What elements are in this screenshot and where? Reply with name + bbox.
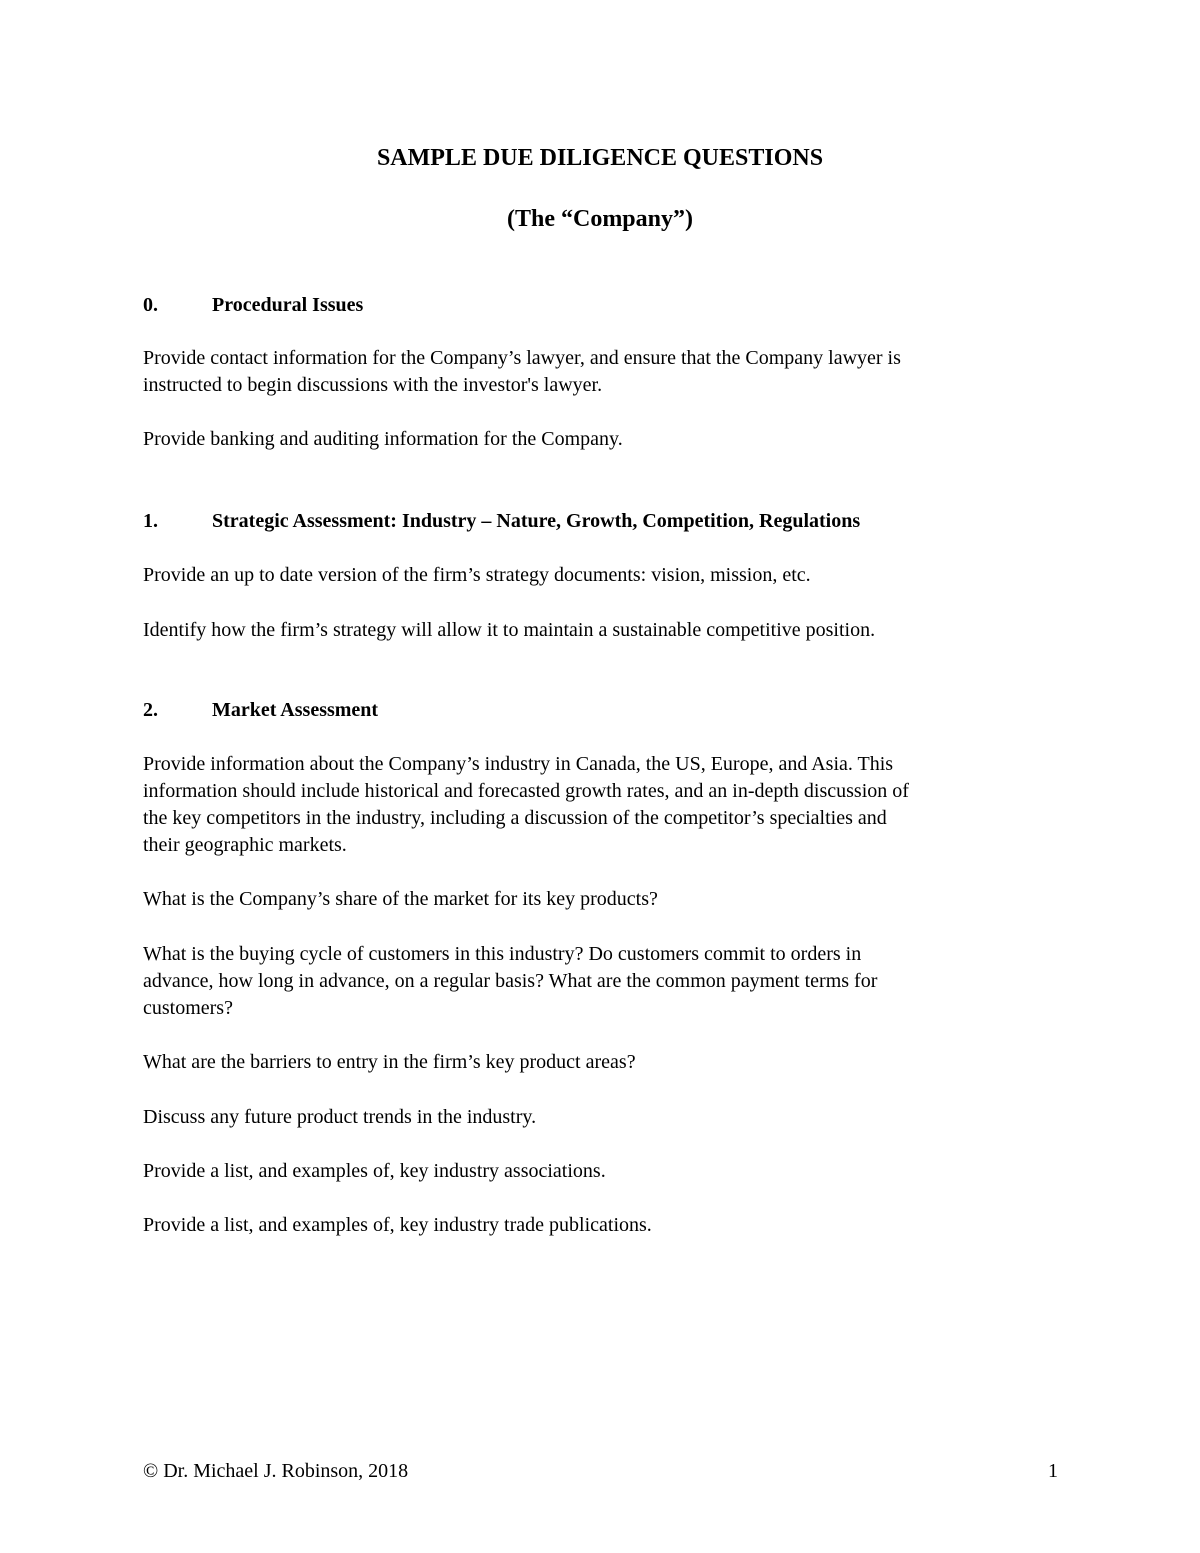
paragraph-line: Provide a list, and examples of, key industry trade publications.	[143, 1214, 652, 1236]
paragraph-line: Provide a list, and examples of, key industry associations.	[143, 1160, 606, 1182]
paragraph-line: information should include historical and forecasted growth rates, and an in-depth discussion of	[143, 780, 909, 802]
section-0-heading: Procedural Issues	[212, 294, 364, 316]
document-title: SAMPLE DUE DILIGENCE QUESTIONS	[376, 145, 824, 171]
document-subtitle: (The “Company”)	[506, 206, 693, 232]
paragraph-line: What is the buying cycle of customers in this industry? Do customers commit to orders in	[143, 943, 862, 965]
paragraph-line: Provide contact information for the Company’s lawyer, and ensure that the Company lawyer is	[143, 347, 901, 369]
section-1-heading: Strategic Assessment: Industry – Nature, Growth, Competition, Regulations	[212, 510, 861, 532]
footer-page-number: 1	[1048, 1460, 1058, 1482]
paragraph-line: instructed to begin discussions with the investor's lawyer.	[143, 374, 603, 396]
section-0-number: 0.	[143, 294, 158, 316]
paragraph-line: advance, how long in advance, on a regular basis? What are the common payment terms for	[143, 970, 878, 992]
paragraph-line: What are the barriers to entry in the firm’s key product areas?	[143, 1051, 636, 1073]
section-1-number: 1.	[143, 510, 158, 532]
paragraph-line: Identify how the firm’s strategy will allow it to maintain a sustainable competitive position.	[143, 619, 876, 641]
paragraph-line: What is the Company’s share of the market for its key products?	[143, 888, 658, 910]
section-2-number: 2.	[143, 699, 158, 721]
paragraph-line: Provide an up to date version of the firm’s strategy documents: vision, mission, etc.	[143, 564, 811, 586]
paragraph-line: customers?	[143, 997, 233, 1019]
footer-copyright: © Dr. Michael J. Robinson, 2018	[143, 1460, 409, 1482]
section-2-heading: Market Assessment	[212, 699, 379, 721]
paragraph-line: the key competitors in the industry, including a discussion of the competitor’s specialties and	[143, 807, 887, 829]
paragraph-line: Discuss any future product trends in the industry.	[143, 1106, 537, 1128]
paragraph-line: their geographic markets.	[143, 834, 347, 856]
paragraph-line: Provide information about the Company’s industry in Canada, the US, Europe, and Asia. This	[143, 753, 894, 775]
paragraph-line: Provide banking and auditing information for the Company.	[143, 428, 623, 450]
